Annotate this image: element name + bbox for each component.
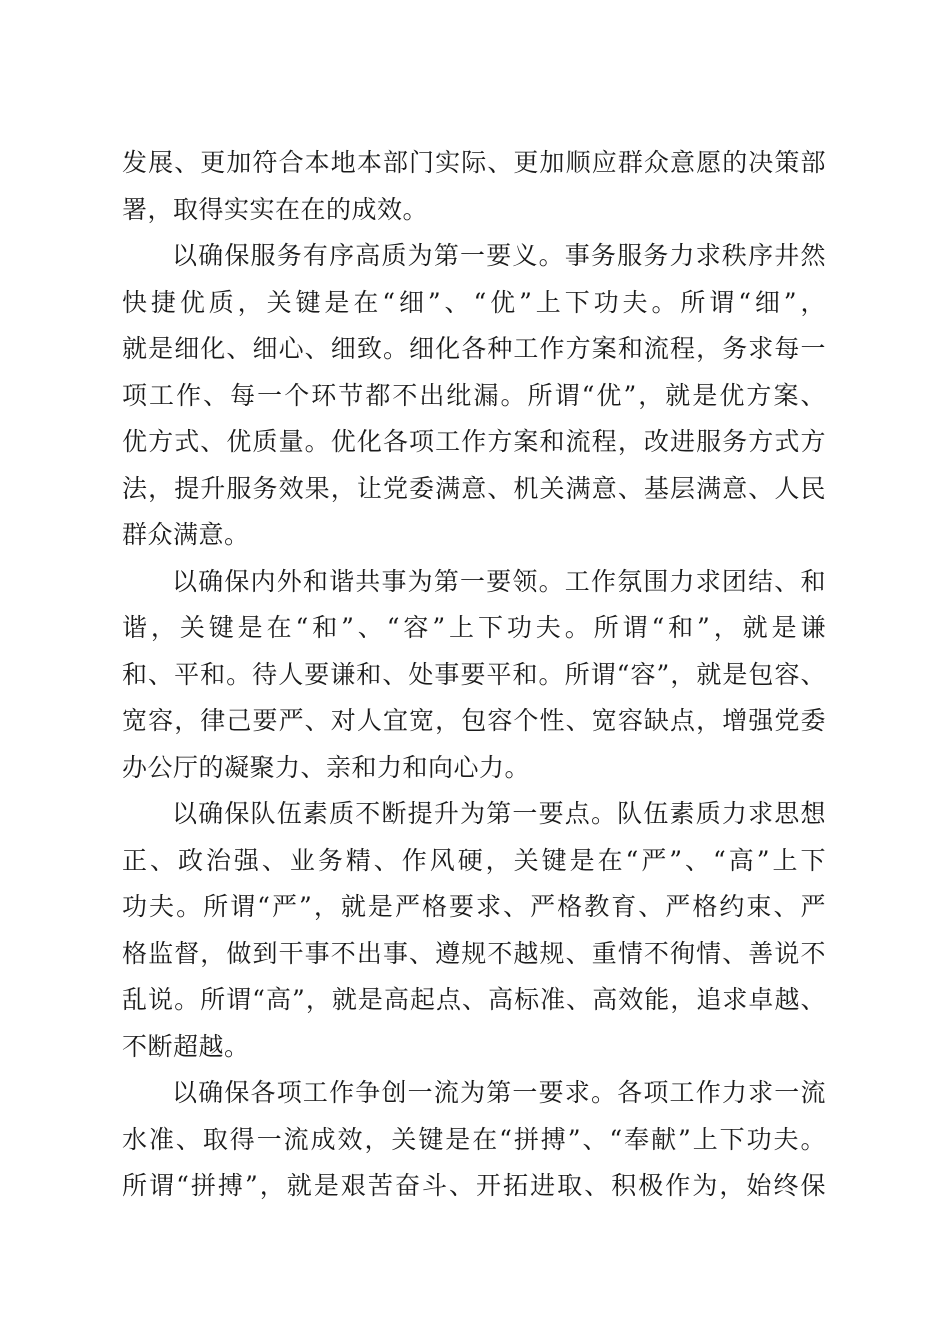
text-line: 项工作、每一个环节都不出纰漏。所谓“优”，就是优方案、 [122, 380, 826, 410]
paragraph-start-line: 以确保服务有序高质为第一要义。事务服务力求秩序井然 [172, 241, 826, 270]
text-line: 办公厅的凝聚力、亲和力和向心力。 [122, 752, 531, 782]
text-line: 水准、取得一流成效，关键是在“拼搏”、“奉献”上下功夫。 [122, 1124, 826, 1154]
text-line: 优方式、优质量。优化各项工作方案和流程，改进服务方式方 [122, 427, 826, 456]
text-line: 署，取得实实在在的成效。 [122, 194, 429, 224]
text-line: 法，提升服务效果，让党委满意、机关满意、基层满意、人民 [122, 473, 826, 503]
paragraph-start-line: 以确保内外和谐共事为第一要领。工作氛围力求团结、和 [172, 566, 826, 596]
text-line: 快捷优质，关键是在“细”、“优”上下功夫。所谓“细”， [122, 287, 826, 317]
text-line: 和、平和。待人要谦和、处事要平和。所谓“容”，就是包容、 [122, 659, 826, 689]
text-line: 所谓“拼搏”，就是艰苦奋斗、开拓进取、积极作为，始终保 [122, 1171, 826, 1200]
text-line: 就是细化、细心、细致。细化各种工作方案和流程，务求每一 [122, 334, 826, 363]
text-line: 功夫。所谓“严”，就是严格要求、严格教育、严格约束、严 [122, 892, 826, 921]
body-text [122, 140, 826, 1210]
text-line: 群众满意。 [122, 520, 250, 549]
text-line: 格监督，做到干事不出事、遵规不越规、重情不徇情、善说不 [122, 938, 826, 968]
paragraph-start-line: 以确保队伍素质不断提升为第一要点。队伍素质力求思想 [172, 799, 826, 828]
paragraph-start-line: 以确保各项工作争创一流为第一要求。各项工作力求一流 [172, 1078, 826, 1107]
text-line: 正、政治强、业务精、作风硬，关键是在“严”、“高”上下 [122, 845, 826, 875]
text-line: 乱说。所谓“高”，就是高起点、高标准、高效能，追求卓越、 [122, 985, 826, 1014]
text-line: 谐，关键是在“和”、“容”上下功夫。所谓“和”，就是谦 [122, 613, 826, 642]
text-line: 发展、更加符合本地本部门实际、更加顺应群众意愿的决策部 [122, 148, 826, 177]
text-line: 不断超越。 [122, 1031, 250, 1061]
text-line: 宽容，律己要严、对人宜宽，包容个性、宽容缺点，增强党委 [122, 706, 826, 735]
